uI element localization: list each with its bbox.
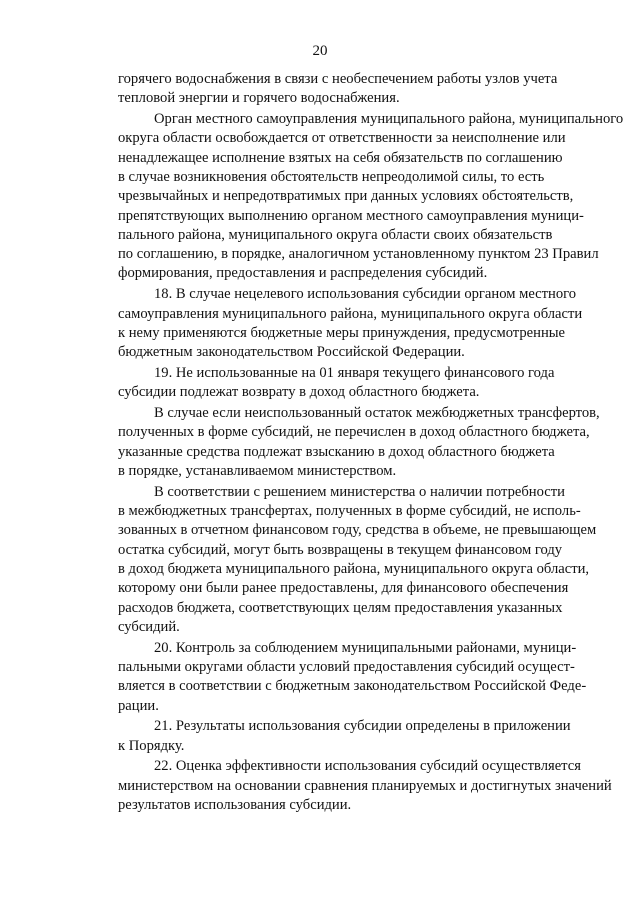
paragraph xyxy=(118,483,597,637)
text-line: В случае если неиспользованный остаток межбюджетных трансфертов, xyxy=(154,405,600,422)
paragraph xyxy=(118,70,558,109)
page-number: 20 xyxy=(312,43,328,59)
text-line: 22. Оценка эффективности использования субсидий осуществляется xyxy=(154,758,581,775)
text-line: субсидий. xyxy=(118,618,180,635)
text-line: чрезвычайных и непредотвратимых при данных условиях обстоятельств, xyxy=(118,188,574,205)
paragraph xyxy=(118,717,571,756)
text-line: в случае возникновения обстоятельств непреодолимой силы, то есть xyxy=(118,168,545,185)
text-line: которому они были ранее предоставлены, для финансового обеспечения xyxy=(118,580,569,597)
text-line: в межбюджетных трансфертах, полученных в форме субсидий, не исполь- xyxy=(118,503,581,520)
text-line: остатка субсидий, могут быть возвращены в текущем финансовом году xyxy=(118,541,563,558)
text-line: пальными округами области условий предоставления субсидий осущест- xyxy=(118,658,575,675)
text-line: указанные средства подлежат взысканию в доход областного бюджета xyxy=(118,443,555,460)
text-line: по соглашению, в порядке, аналогичном установленному пунктом 23 Правил xyxy=(118,246,599,263)
text-line: горячего водоснабжения в связи с необеспечением работы узлов учета xyxy=(118,71,558,87)
paragraph xyxy=(118,110,624,284)
text-line: расходов бюджета, соответствующих целям предоставления указанных xyxy=(118,599,563,616)
text-line: в доход бюджета муниципального района, муниципального округа области, xyxy=(118,560,590,577)
text-line: 18. В случае нецелевого использования субсидии органом местного xyxy=(154,286,577,303)
text-line: препятствующих выполнению органом местного самоуправления муници- xyxy=(118,207,584,224)
paragraph xyxy=(118,757,612,815)
text-line: субсидии подлежат возврату в доход областного бюджета. xyxy=(118,384,480,401)
text-line: округа области освобождается от ответственности за неисполнение или xyxy=(118,130,566,147)
text-line: бюджетным законодательством Российской Федерации. xyxy=(118,344,465,361)
text-line: рации. xyxy=(118,697,159,714)
paragraph xyxy=(118,364,555,403)
text-line: 20. Контроль за соблюдением муниципальными районами, муници- xyxy=(154,639,577,656)
document-body xyxy=(118,70,624,817)
text-line: полученных в форме субсидий, не перечислен в доход областного бюджета, xyxy=(118,424,590,441)
text-line: самоуправления муниципального района, муниципального округа области xyxy=(118,305,583,322)
text-line: Орган местного самоуправления муниципального района, муниципального xyxy=(154,111,624,128)
text-line: к Порядку. xyxy=(118,737,185,754)
text-line: к нему применяются бюджетные меры принуждения, предусмотренные xyxy=(118,324,566,341)
text-line: пального района, муниципального округа области своих обязательств xyxy=(118,226,553,243)
text-line: в порядке, устанавливаемом министерством. xyxy=(118,462,397,479)
text-line: 21. Результаты использования субсидии определены в приложении xyxy=(154,718,571,735)
text-line: министерством на основании сравнения планируемых и достигнутых значений xyxy=(118,777,612,794)
text-line: вляется в соответствии с бюджетным законодательством Российской Феде- xyxy=(118,678,587,695)
text-line: тепловой энергии и горячего водоснабжения. xyxy=(118,90,400,107)
text-line: В соответствии с решением министерства о наличии потребности xyxy=(154,483,565,500)
paragraph xyxy=(118,639,587,716)
text-line: результатов использования субсидии. xyxy=(118,796,352,813)
paragraph xyxy=(118,404,600,481)
text-line: 19. Не использованные на 01 января текущего финансового года xyxy=(154,364,555,381)
text-line: зованных в отчетном финансовом году, средства в объеме, не превышающем xyxy=(118,522,597,539)
paragraph xyxy=(118,285,583,362)
text-line: ненадлежащее исполнение взятых на себя обязательств по соглашению xyxy=(118,149,563,166)
text-line: формирования, предоставления и распределения субсидий. xyxy=(118,265,488,282)
